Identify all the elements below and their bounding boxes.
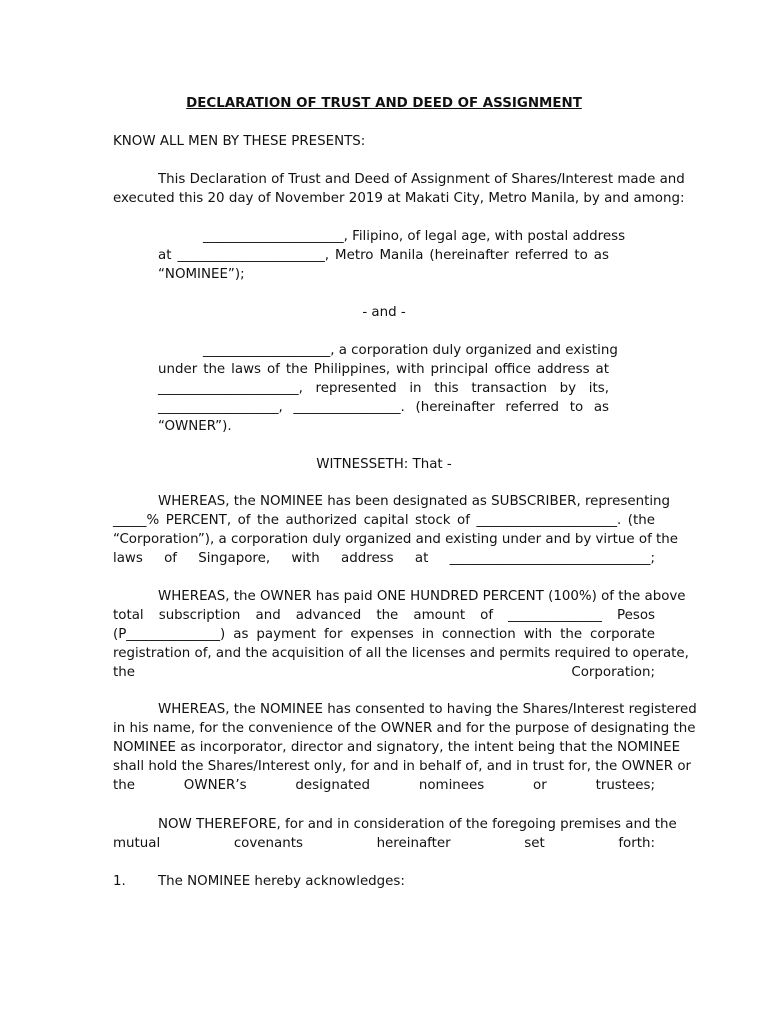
nominee-party-block — [158, 227, 626, 284]
nominee-line: “NOMINEE”); — [158, 267, 245, 282]
whereas-2-paragraph — [113, 587, 689, 682]
know-all-heading: KNOW ALL MEN BY THESE PRESENTS: — [113, 134, 366, 149]
now-therefore-line: NOW THEREFORE, for and in consideration of the foregoing premises and the — [158, 817, 677, 832]
now-therefore-line: mutual covenants hereinafter set forth: — [113, 836, 655, 851]
whereas-2-line: registration of, and the acquisition of all the licenses and permits required to operate, — [113, 646, 689, 661]
whereas-3-line: shall hold the Shares/Interest only, for and in behalf of, and in trust for, the OWNER or — [113, 759, 692, 774]
owner-line: ___________________, a corporation duly organized and existing — [203, 343, 618, 358]
whereas-3-line: NOMINEE as incorporator, director and signatory, the intent being that the NOMINEE — [113, 740, 681, 755]
whereas-1-line: laws of Singapore, with address at ______________________________; — [113, 551, 655, 566]
owner-line: __________________, ________________. (hereinafter referred to as — [158, 400, 609, 415]
whereas-3-line: in his name, for the convenience of the OWNER and for the purpose of designating the — [113, 721, 696, 736]
whereas-1-line: _____% PERCENT, of the authorized capital stock of _____________________. (the — [113, 513, 655, 528]
whereas-3-line: WHEREAS, the NOMINEE has consented to having the Shares/Interest registered — [158, 702, 697, 717]
whereas-3-paragraph — [113, 700, 697, 795]
item-1-number: 1. — [113, 874, 126, 889]
owner-line: _____________________, represented in this transaction by its, — [158, 381, 609, 396]
witnesseth-heading: WITNESSETH: That - — [316, 457, 452, 472]
owner-line: “OWNER”). — [158, 419, 232, 434]
item-1-text: The NOMINEE hereby acknowledges: — [158, 874, 405, 889]
nominee-line: _____________________, Filipino, of legal age, with postal address — [203, 229, 626, 244]
document-title: DECLARATION OF TRUST AND DEED OF ASSIGNMENT — [186, 96, 582, 111]
whereas-2-line: total subscription and advanced the amount of ______________ Pesos — [113, 608, 655, 623]
owner-party-block — [158, 341, 618, 436]
intro-line: This Declaration of Trust and Deed of Assignment of Shares/Interest made and — [158, 172, 685, 187]
whereas-3-line: the OWNER’s designated nominees or trustees; — [113, 778, 655, 793]
whereas-1-line: WHEREAS, the NOMINEE has been designated as SUBSCRIBER, representing — [158, 494, 671, 509]
and-separator: - and - — [362, 305, 406, 320]
whereas-2-line: the Corporation; — [113, 665, 655, 680]
owner-line: under the laws of the Philippines, with principal office address at — [158, 362, 609, 377]
intro-line: executed this 20 day of November 2019 at Makati City, Metro Manila, by and among: — [113, 191, 685, 206]
intro-paragraph — [113, 170, 685, 208]
whereas-1-line: “Corporation”), a corporation duly organized and existing under and by virtue of the — [113, 532, 679, 547]
now-therefore-paragraph — [113, 815, 677, 853]
whereas-2-line: (P______________) as payment for expenses in connection with the corporate — [113, 627, 655, 642]
nominee-line: at ______________________, Metro Manila (hereinafter referred to as — [158, 248, 609, 263]
whereas-1-paragraph — [113, 492, 679, 568]
whereas-2-line: WHEREAS, the OWNER has paid ONE HUNDRED PERCENT (100%) of the above — [158, 589, 686, 604]
